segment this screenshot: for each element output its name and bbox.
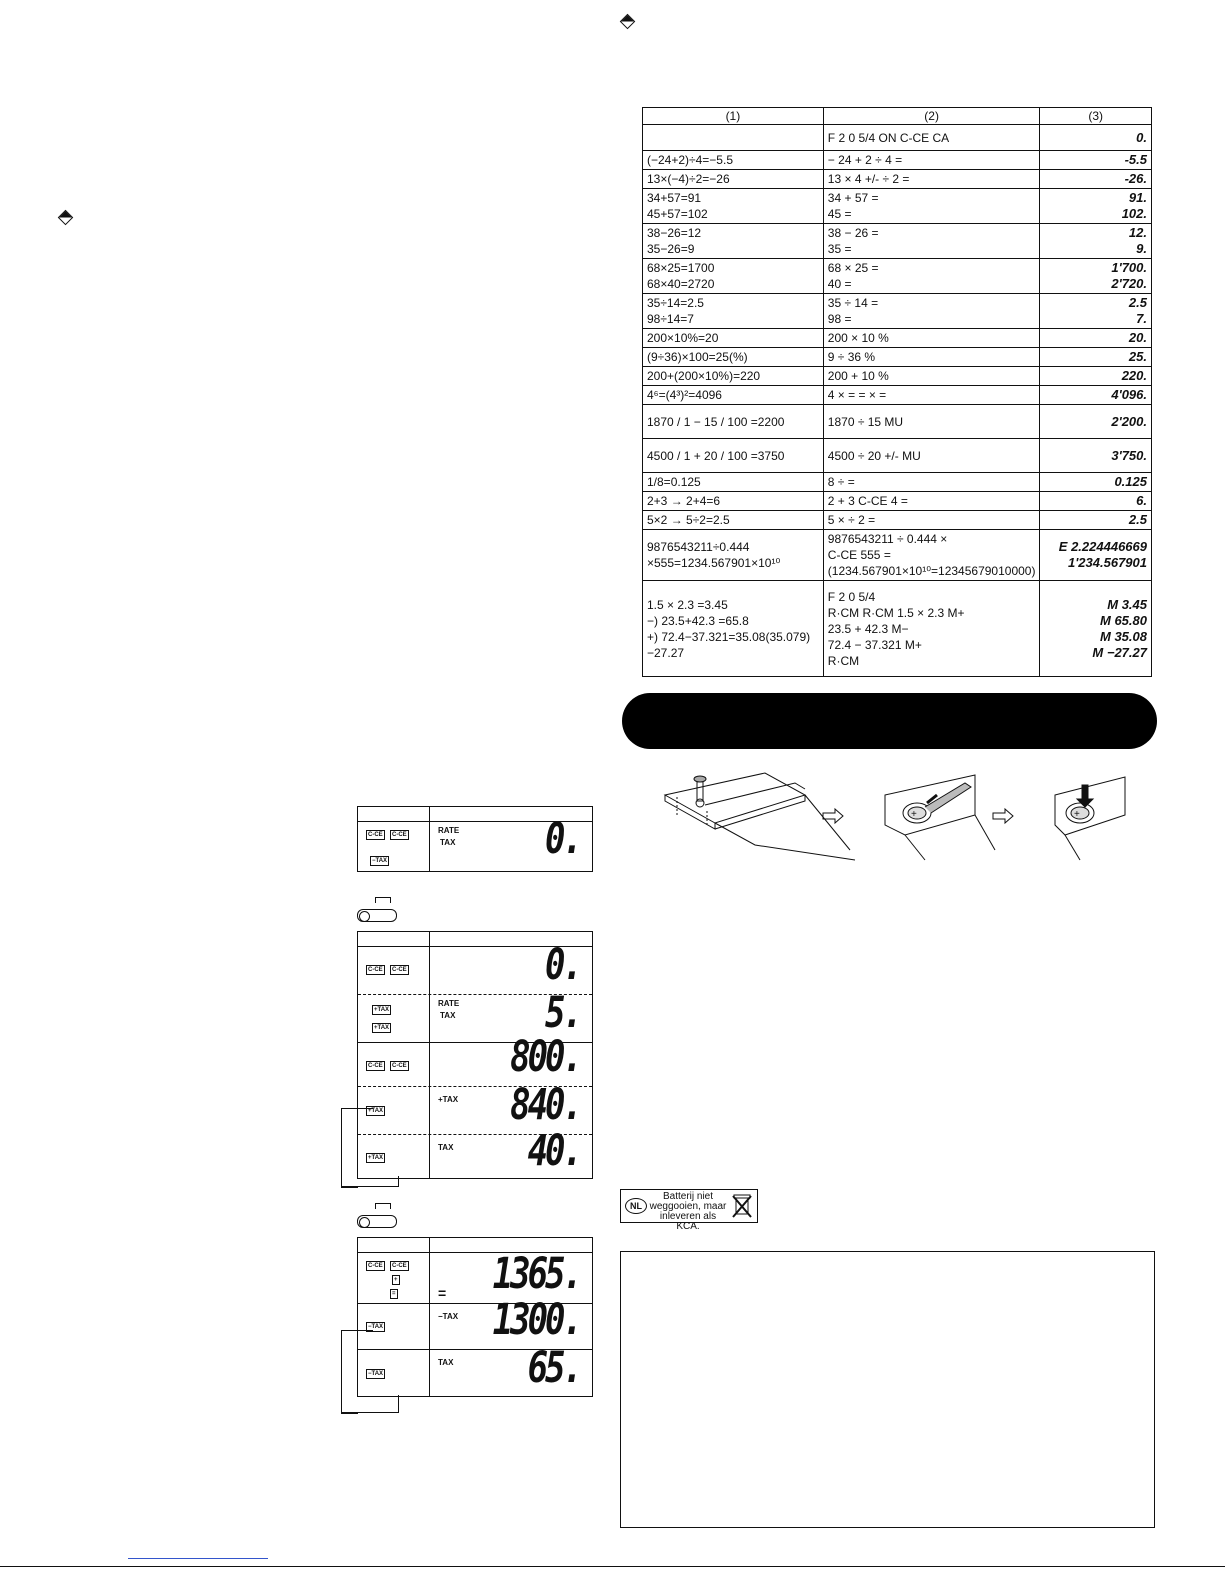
lcd-display: 840.: [510, 1080, 580, 1130]
tax-table-1: [357, 806, 593, 872]
header-col-3: (3): [1040, 108, 1152, 125]
key-icon: +TAX: [374, 1025, 390, 1031]
table-header-row: [643, 108, 1152, 125]
cell-line: 0.: [1136, 129, 1147, 145]
cell-line: 1/8=0.125: [647, 475, 701, 489]
lcd-display: 0.: [545, 814, 580, 864]
battery-replacement-illustration: [655, 765, 1155, 865]
table-row: [643, 125, 1152, 151]
cell-line: 2.5: [1128, 512, 1147, 527]
rate-flag: RATE: [438, 826, 460, 835]
cell-line: 3'750.: [1111, 447, 1147, 463]
table-cell-c2: [823, 386, 1040, 405]
indicator-flag: +TAX: [438, 1095, 459, 1104]
lcd-display: 5.: [545, 988, 580, 1038]
display-row: [358, 1126, 592, 1180]
lcd-display: 1300.: [492, 1295, 580, 1345]
table-cell-c2: [823, 492, 1040, 511]
cell-line: C-CE 555 =: [827, 548, 891, 562]
table-cell-c2: [823, 439, 1040, 473]
table-cell-c2: [823, 224, 1040, 259]
indicator-flag: TAX: [438, 1358, 454, 1367]
lcd-display: 65.: [527, 1343, 580, 1393]
bullet-diamond-top: [620, 14, 636, 30]
table-cell-c1: [643, 189, 824, 224]
nl-badge: NL: [625, 1198, 647, 1214]
cell-line: M 35.08: [1100, 628, 1147, 644]
table-row: [643, 581, 1152, 677]
notice-text: Batterij niet weggooien, maar inleveren als KCA.: [649, 1191, 727, 1232]
table-row: [643, 259, 1152, 294]
cell-line: 4500 / 1 + 20 / 100 =3750: [647, 448, 785, 463]
key-icon: C-CE: [392, 1063, 407, 1069]
lcd-display: 800.: [510, 1032, 580, 1082]
cell-line: 6.: [1136, 493, 1147, 508]
table-cell-c3: [1040, 581, 1152, 677]
cell-line: 4'096.: [1111, 387, 1147, 402]
table-cell-c2: [823, 170, 1040, 189]
cell-line: (−24+2)÷4=−5.5: [647, 153, 733, 167]
battery-disposal-notice: [620, 1189, 758, 1232]
table-cell-c1: [643, 329, 824, 348]
cell-line: 5 × ÷ 2 =: [827, 513, 876, 527]
cell-line: 9876543211 ÷ 0.444 ×: [827, 532, 948, 546]
table-cell-c2: [823, 581, 1040, 677]
table-cell-c1: [643, 367, 824, 386]
table-cell-c1: [643, 125, 824, 151]
cell-line: F 2 0 5/4 ON C-CE CA: [827, 130, 950, 145]
tax-table-2: [357, 931, 593, 1179]
lcd-display: 40.: [527, 1126, 580, 1176]
key-icon: +TAX: [368, 1155, 384, 1161]
key-icon: −TAX: [368, 1371, 384, 1377]
table-cell-c2: [823, 259, 1040, 294]
cell-line: 8 ÷ =: [827, 475, 855, 489]
table-cell-c1: [643, 405, 824, 439]
cell-line: 0.125: [1114, 474, 1147, 489]
cell-line: 220.: [1121, 368, 1147, 383]
tax-table-3: [357, 1237, 593, 1397]
cell-line: 34+57=91: [647, 191, 702, 205]
table-cell-c3: [1040, 151, 1152, 170]
table-cell-c3: [1040, 224, 1152, 259]
cell-line: 5×2 → 5÷2=2.5: [647, 513, 730, 527]
table-cell-c3: [1040, 405, 1152, 439]
cell-line: F 2 0 5/4: [827, 589, 876, 604]
cell-line: − 24 + 2 ÷ 4 =: [827, 153, 903, 167]
section-banner: [622, 693, 1157, 749]
cell-line: 91.: [1128, 190, 1147, 205]
cell-line: 35−26=9: [647, 242, 695, 256]
table-cell-c2: [823, 348, 1040, 367]
table-row: [643, 224, 1152, 259]
key-icon: C-CE: [368, 1063, 383, 1069]
svg-text:+: +: [1074, 809, 1080, 820]
table-cell-c1: [643, 348, 824, 367]
tax-flag: TAX: [440, 838, 456, 847]
switch-indicator-1: [357, 897, 397, 925]
table-cell-c3: [1040, 329, 1152, 348]
table-row: [643, 367, 1152, 386]
cell-line: -26.: [1124, 171, 1147, 186]
cell-line: 45+57=102: [647, 207, 708, 221]
table-cell-c2: [823, 329, 1040, 348]
key-icon: +: [394, 1277, 398, 1283]
cell-line: 38 − 26 =: [827, 226, 879, 240]
table-cell-c3: [1040, 170, 1152, 189]
cell-line: 2.5: [1128, 295, 1147, 310]
cell-line: M −27.27: [1092, 644, 1147, 660]
indicator-flag: TAX: [438, 1143, 454, 1152]
indicator-flag: TAX: [440, 1011, 456, 1020]
cell-line: 9 ÷ 36 %: [827, 350, 876, 364]
table-cell-c1: [643, 439, 824, 473]
cell-line: 2 + 3 C-CE 4 =: [827, 494, 908, 508]
table-cell-c3: [1040, 259, 1152, 294]
cell-line: 2'200.: [1111, 413, 1147, 429]
cell-line: 2'720.: [1111, 276, 1147, 291]
table-cell-c1: [643, 386, 824, 405]
cell-line: +) 72.4−37.321=35.08(35.079): [647, 629, 811, 644]
step2-coin-icon: [885, 775, 995, 860]
key-icon: C-CE: [392, 1263, 407, 1269]
table-row: [643, 492, 1152, 511]
bracket-3: [341, 1330, 358, 1414]
svg-text:+: +: [911, 809, 917, 820]
cell-line: −27.27: [647, 645, 685, 660]
table-cell-c2: [823, 189, 1040, 224]
cell-line: 4 × = = × =: [827, 388, 887, 402]
table-cell-c2: [823, 151, 1040, 170]
header-col-1: (1): [643, 108, 824, 125]
cell-line: R·CM R·CM 1.5 × 2.3 M+: [827, 605, 965, 620]
table-cell-c2: [823, 125, 1040, 151]
cell-line: 68 × 25 =: [827, 261, 879, 275]
crossed-bin-icon: [731, 1192, 753, 1220]
cell-line: 13 × 4 +/- ÷ 2 =: [827, 172, 910, 186]
cell-line: 38−26=12: [647, 226, 702, 240]
table-cell-c3: [1040, 473, 1152, 492]
step1-panel-icon: [665, 773, 855, 860]
cell-line: 72.4 − 37.321 M+: [827, 637, 922, 652]
cell-line: 9876543211÷0.444: [647, 540, 750, 554]
table-cell-c3: [1040, 348, 1152, 367]
table-row: [643, 530, 1152, 581]
table-cell-c3: [1040, 125, 1152, 151]
cell-line: (1234.567901×10¹⁰=12345679010000): [827, 564, 1036, 578]
table-cell-c1: [643, 511, 824, 530]
step3-insert-icon: [1055, 777, 1125, 860]
cell-line: -5.5: [1124, 152, 1147, 167]
cell-line: 34 + 57 =: [827, 191, 879, 205]
table-cell-c2: [823, 405, 1040, 439]
bullet-diamond-left: [58, 210, 74, 226]
table-cell-c3: [1040, 367, 1152, 386]
cell-line: 1'700.: [1111, 260, 1147, 275]
cell-line: 35÷14=2.5: [647, 296, 704, 310]
empty-info-box: [620, 1251, 1155, 1528]
key-icon: −TAX: [368, 1324, 384, 1330]
footer-rule: [0, 1566, 1225, 1567]
table-row: [643, 405, 1152, 439]
cce-key: C-CE: [368, 832, 383, 838]
cell-line: 98 =: [827, 312, 852, 326]
cell-line: 4500 ÷ 20 +/- MU: [827, 448, 921, 463]
cell-line: 25.: [1128, 349, 1147, 364]
table-cell-c1: [643, 473, 824, 492]
cell-line: 7.: [1136, 311, 1147, 326]
indicator-flag: =: [438, 1285, 447, 1301]
table-cell-c2: [823, 367, 1040, 386]
table-row: [643, 473, 1152, 492]
cell-line: 1870 / 1 − 15 / 100 =2200: [647, 414, 785, 429]
lcd-display: 1365.: [492, 1249, 580, 1299]
switch-indicator-2: [357, 1203, 397, 1231]
key-icon: =: [392, 1291, 396, 1297]
table-cell-c3: [1040, 189, 1152, 224]
calculation-examples-table: [642, 107, 1152, 677]
cell-line: 1870 ÷ 15 MU: [827, 414, 904, 429]
table-cell-c3: [1040, 530, 1152, 581]
table-cell-c1: [643, 581, 824, 677]
cell-line: 200+(200×10%)=220: [647, 369, 761, 383]
cell-line: 1'234.567901: [1067, 555, 1147, 570]
cell-line: 20.: [1128, 330, 1147, 345]
footer-link-underline: [128, 1558, 268, 1559]
cell-line: 200 + 10 %: [827, 369, 889, 383]
table-cell-c1: [643, 224, 824, 259]
cell-line: 40 =: [827, 277, 852, 291]
key-icon: +TAX: [374, 1007, 390, 1013]
cell-line: R·CM: [827, 653, 860, 668]
table-row: [643, 348, 1152, 367]
cell-line: 35 =: [827, 242, 852, 256]
cell-line: −) 23.5+42.3 =65.8: [647, 613, 749, 628]
indicator-flag: −TAX: [438, 1312, 459, 1321]
cell-line: 68×25=1700: [647, 261, 715, 275]
table-cell-c1: [643, 259, 824, 294]
table-cell-c1: [643, 492, 824, 511]
cell-line: 102.: [1121, 206, 1147, 221]
cell-line: 200 × 10 %: [827, 331, 889, 345]
table-cell-c2: [823, 530, 1040, 581]
cell-line: ×555=1234.567901×10¹⁰: [647, 556, 781, 570]
table-cell-c2: [823, 511, 1040, 530]
cce-key: C-CE: [392, 832, 407, 838]
cell-line: 200×10%=20: [647, 331, 719, 345]
table-cell-c3: [1040, 294, 1152, 329]
key-icon: C-CE: [368, 1263, 383, 1269]
table-cell-c2: [823, 473, 1040, 492]
key-icon: +TAX: [368, 1108, 384, 1114]
table-cell-c1: [643, 530, 824, 581]
cell-line: 45 =: [827, 207, 852, 221]
table-cell-c3: [1040, 492, 1152, 511]
table-row: [643, 511, 1152, 530]
cell-line: E 2.224446669: [1058, 539, 1147, 554]
table-row: [643, 170, 1152, 189]
table-cell-c1: [643, 294, 824, 329]
cell-line: M 65.80: [1100, 612, 1147, 628]
table-cell-c2: [823, 294, 1040, 329]
table-row: [643, 189, 1152, 224]
cell-line: 23.5 + 42.3 M−: [827, 621, 909, 636]
bracket-2: [341, 1108, 358, 1188]
display-row: [358, 1343, 592, 1397]
table-row: [643, 386, 1152, 405]
cell-line: 12.: [1128, 225, 1147, 240]
lcd-display: 0.: [545, 940, 580, 990]
minus-tax-key: −TAX: [372, 858, 388, 864]
cell-line: 1.5 × 2.3 =3.45: [647, 597, 728, 612]
cell-line: (9÷36)×100=25(%): [647, 350, 748, 364]
table-row: [643, 439, 1152, 473]
cell-line: 4⁶=(4³)²=4096: [647, 388, 722, 402]
cell-line: 35 ÷ 14 =: [827, 296, 879, 310]
header-col-2: (2): [823, 108, 1040, 125]
cell-line: 98÷14=7: [647, 312, 694, 326]
table-cell-c1: [643, 151, 824, 170]
key-icon: C-CE: [392, 967, 407, 973]
indicator-flag: RATE: [438, 999, 460, 1008]
cell-line: 2+3 → 2+4=6: [647, 494, 721, 508]
table-cell-c3: [1040, 386, 1152, 405]
cell-line: 13×(−4)÷2=−26: [647, 172, 730, 186]
table-row: [643, 329, 1152, 348]
table-row: [643, 151, 1152, 170]
table-row: [643, 294, 1152, 329]
cell-line: M 3.45: [1107, 596, 1147, 612]
cell-line: 9.: [1136, 241, 1147, 256]
table-cell-c3: [1040, 439, 1152, 473]
cell-line: 68×40=2720: [647, 277, 715, 291]
key-icon: C-CE: [368, 967, 383, 973]
table-cell-c3: [1040, 511, 1152, 530]
table-cell-c1: [643, 170, 824, 189]
